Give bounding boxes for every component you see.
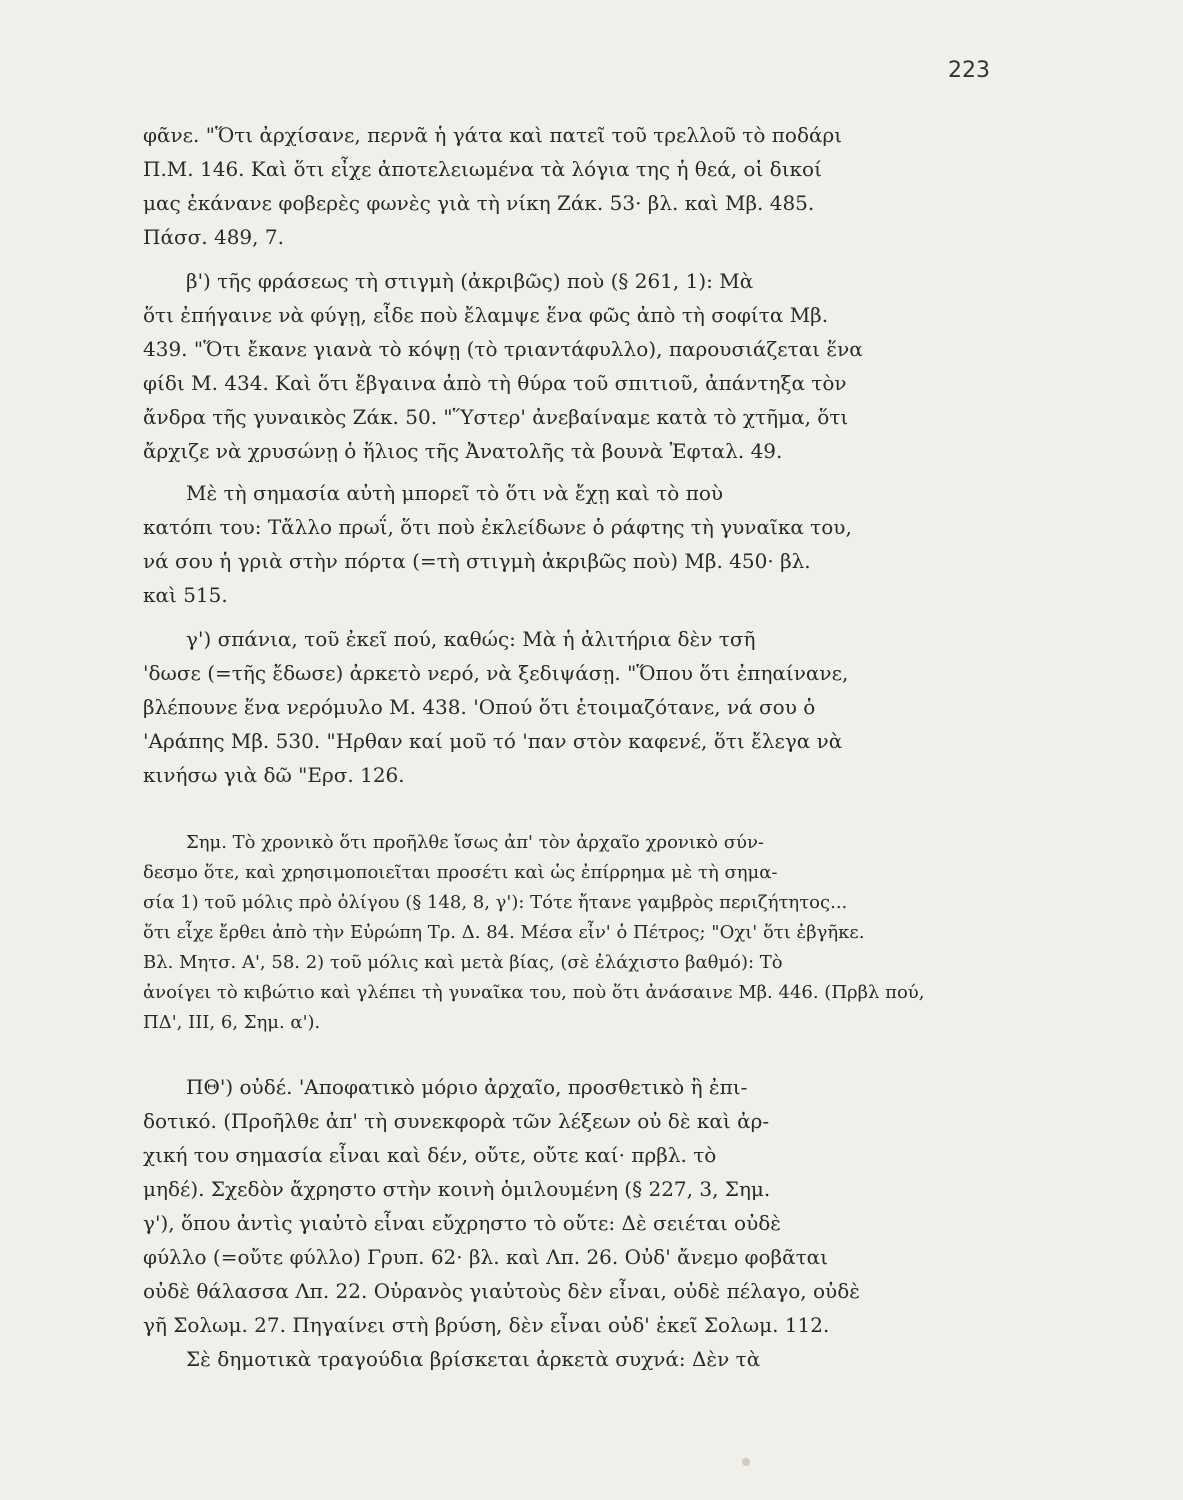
text-line: Βλ. Μητσ. Α', 58. 2) τοῦ μόλις καὶ μετὰ βίας, (σὲ ἐλάχιστο βαθμό): Τὸ bbox=[143, 952, 783, 973]
text-line: φύλλο (=οὔτε φύλλο) Γρυπ. 62· βλ. καὶ Λπ. 26. Οὐδ' ἄνεμο φοβᾶται bbox=[143, 1245, 829, 1269]
text-line: β') τῆς φράσεως τὴ στιγμὴ (ἀκριβῶς) ποὺ (§ 261, 1): Μὰ bbox=[186, 269, 754, 293]
text-line: καὶ 515. bbox=[143, 583, 228, 607]
text-line: σία 1) τοῦ μόλις πρὸ ὀλίγου (§ 148, 8, γ'): Τότε ἤτανε γαμβρὸς περιζήτητος... bbox=[143, 892, 848, 913]
text-line: ὅτι ἐπήγαινε νὰ φύγῃ, εἶδε ποὺ ἔλαμψε ἕνα φῶς ἀπὸ τὴ σοφίτα Μβ. bbox=[143, 303, 829, 327]
text-line: Σημ. Τὸ χρονικὸ ὅτι προῆλθε ἴσως ἀπ' τὸν ἀρχαῖο χρονικὸ σύν- bbox=[186, 832, 764, 853]
text-line: φίδι Μ. 434. Καὶ ὅτι ἔβγαινα ἀπὸ τὴ θύρα τοῦ σπιτιοῦ, ἀπάντηξα τὸν bbox=[143, 371, 847, 395]
text-line: νά σου ἡ γριὰ στὴν πόρτα (=τὴ στιγμὴ ἀκριβῶς ποὺ) Μβ. 450· βλ. bbox=[143, 549, 811, 573]
text-line: ἄρχιζε νὰ χρυσώνῃ ὁ ἥλιος τῆς Ἀνατολῆς τὰ βουνὰ Ἐφταλ. 49. bbox=[143, 439, 783, 463]
text-line: δεσμο ὅτε, καὶ χρησιμοποιεῖται προσέτι καὶ ὡς ἐπίρρημα μὲ τὴ σημα- bbox=[143, 862, 778, 883]
text-line: κατόπι του: Τἄλλο πρωΐ, ὅτι ποὺ ἐκλείδωνε ὁ ράφτης τὴ γυναῖκα του, bbox=[143, 515, 852, 539]
text-line: ΠΔ', III, 6, Σημ. α'). bbox=[143, 1012, 321, 1033]
text-line: γῆ Σολωμ. 27. Πηγαίνει στὴ βρύση, δὲν εἶναι οὐδ' ἐκεῖ Σολωμ. 112. bbox=[143, 1313, 830, 1337]
text-line: Σὲ δημοτικὰ τραγούδια βρίσκεται ἀρκετὰ συχνά: Δὲν τὰ bbox=[186, 1347, 761, 1371]
text-line: 439. "Ὅτι ἔκανε γιανὰ τὸ κόψῃ (τὸ τριαντάφυλλο), παρουσιάζεται ἕνα bbox=[143, 337, 863, 361]
text-line: ἀνοίγει τὸ κιβώτιο καὶ γλέπει τὴ γυναῖκα του, ποὺ ὅτι ἀνάσαινε Μβ. 446. (Πρβλ πού, bbox=[143, 982, 925, 1003]
text-line: δοτικό. (Προῆλθε ἀπ' τὴ συνεκφορὰ τῶν λέξεων οὐ δὲ καὶ ἀρ- bbox=[143, 1109, 770, 1133]
text-line: βλέπουνε ἕνα νερόμυλο Μ. 438. 'Οπού ὅτι ἑτοιμαζότανε, νά σου ὁ bbox=[143, 695, 816, 719]
text-line: μηδέ). Σχεδὸν ἄχρηστο στὴν κοινὴ ὁμιλουμένη (§ 227, 3, Σημ. bbox=[143, 1177, 771, 1201]
text-line: ἄνδρα τῆς γυναικὸς Ζάκ. 50. "Ὕστερ' ἀνεβαίναμε κατὰ τὸ χτῆμα, ὅτι bbox=[143, 405, 849, 429]
text-line: ὅτι εἶχε ἔρθει ἀπὸ τὴν Εὐρώπη Τρ. Δ. 84. Μέσα εἶν' ὁ Πέτρος; "Οχι' ὅτι ἐβγῆκε. bbox=[143, 922, 865, 943]
text-line: μας ἐκάνανε φοβερὲς φωνὲς γιὰ τὴ νίκη Ζάκ. 53· βλ. καὶ Μβ. 485. bbox=[143, 191, 815, 215]
text-line: φᾶνε. "Ὅτι ἀρχίσανε, περνᾶ ἡ γάτα καὶ πατεῖ τοῦ τρελλοῦ τὸ ποδάρι bbox=[143, 123, 843, 147]
text-line: χική του σημασία εἶναι καὶ δέν, οὔτε, οὔτε καί· πρβλ. τὸ bbox=[143, 1143, 717, 1167]
text-line: γ') σπάνια, τοῦ ἐκεῖ πού, καθώς: Μὰ ἡ ἀλιτήρια δὲν τσῆ bbox=[186, 627, 756, 651]
text-line: Πάσσ. 489, 7. bbox=[143, 225, 284, 249]
text-line: ΠΘ') οὐδέ. 'Αποφατικὸ μόριο ἀρχαῖο, προσθετικὸ ἢ ἐπι- bbox=[186, 1075, 748, 1099]
text-line: Μὲ τὴ σημασία αὐτὴ μπορεῖ τὸ ὅτι νὰ ἔχῃ καὶ τὸ ποὺ bbox=[186, 481, 724, 505]
text-line: Π.Μ. 146. Καὶ ὅτι εἶχε ἀποτελειωμένα τὰ λόγια της ἡ θεά, οἱ δικοί bbox=[143, 157, 822, 181]
text-line: γ'), ὅπου ἀντὶς γιαὐτὸ εἶναι εὔχρηστο τὸ οὔτε: Δὲ σειέται οὐδὲ bbox=[143, 1211, 781, 1235]
text-line: 'δωσε (=τῆς ἔδωσε) ἀρκετὸ νερό, νὰ ξεδιψάσῃ. "Ὅπου ὅτι ἐπηαίνανε, bbox=[143, 661, 849, 685]
paper-speck bbox=[742, 1458, 750, 1466]
text-line: 'Αράπης Μβ. 530. "Ηρθαν καί μοῦ τό 'παν στὸν καφενέ, ὅτι ἔλεγα νὰ bbox=[143, 729, 843, 753]
text-line: οὐδὲ θάλασσα Λπ. 22. Οὐρανὸς γιαὐτοὺς δὲν εἶναι, οὐδὲ πέλαγο, οὐδὲ bbox=[143, 1279, 860, 1303]
text-line: κινήσω γιὰ δῶ "Ερσ. 126. bbox=[143, 763, 405, 787]
page-number: 223 bbox=[948, 58, 990, 83]
